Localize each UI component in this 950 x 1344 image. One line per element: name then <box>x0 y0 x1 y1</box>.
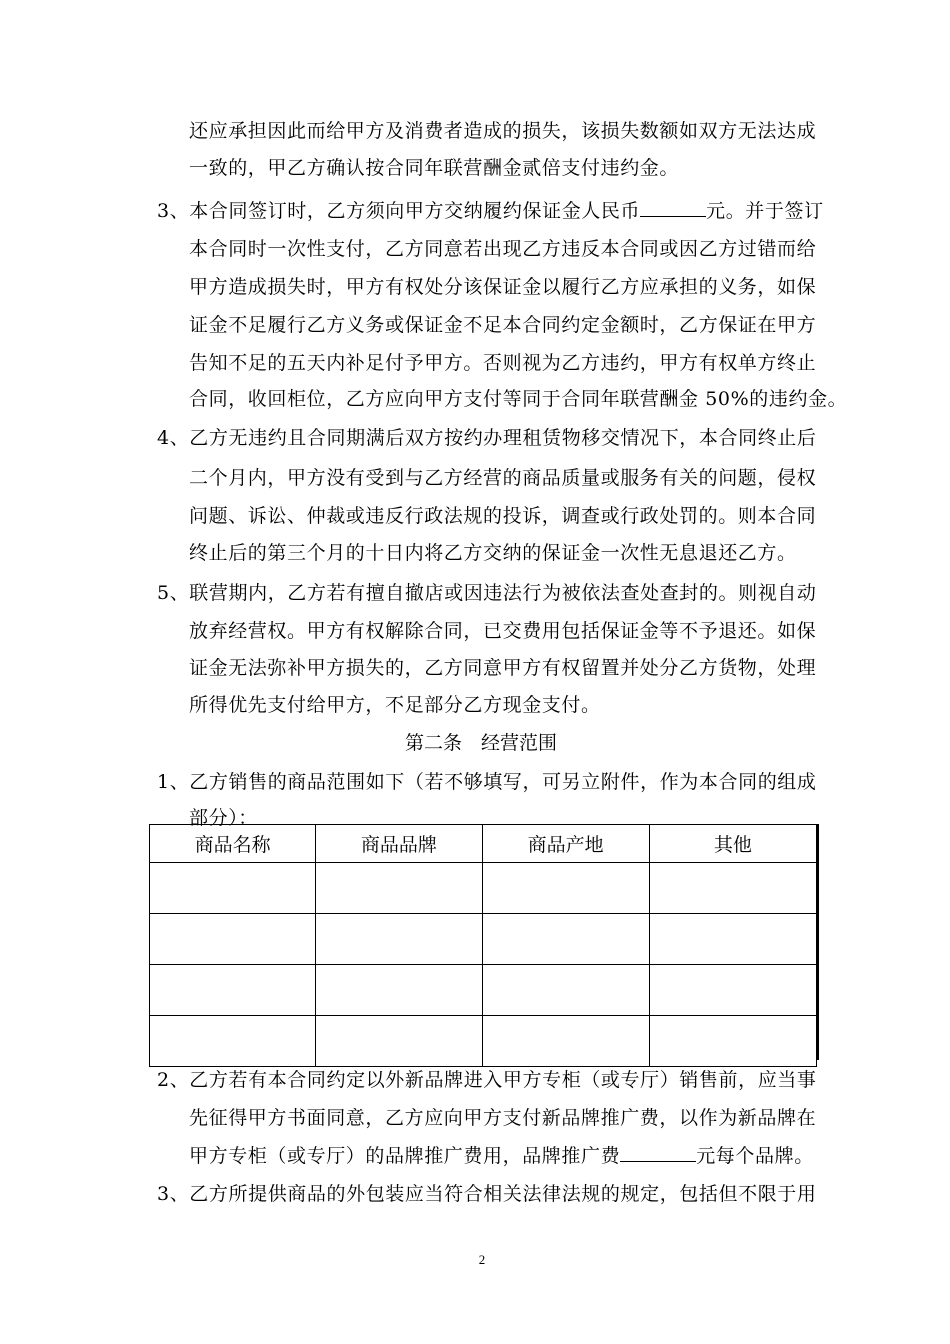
table-cell[interactable] <box>150 1016 316 1067</box>
paragraph-line: 问题、诉讼、仲裁或违反行政法规的投诉，调查或行政处罚的。则本合同 <box>189 505 817 527</box>
paragraph-line: 证金无法弥补甲方损失的，乙方同意甲方有权留置并处分乙方货物，处理 <box>189 657 817 679</box>
table-cell[interactable] <box>649 965 816 1016</box>
paragraph-line: 合同，收回柜位，乙方应向甲方支付等同于合同年联营酬金 50%的违约金。 <box>189 388 848 410</box>
header-product-brand: 商品品牌 <box>316 825 482 863</box>
table-cell[interactable] <box>316 1016 482 1067</box>
table-row <box>150 914 817 965</box>
paragraph-line: 所得优先支付给甲方，不足部分乙方现金支付。 <box>189 694 601 716</box>
deposit-amount-blank <box>640 198 706 217</box>
table-cell[interactable] <box>482 965 649 1016</box>
paragraph-line: 证金不足履行乙方义务或保证金不足本合同约定金额时，乙方保证在甲方 <box>189 314 817 336</box>
section-title: 第二条 经营范围 <box>405 732 558 754</box>
table-cell[interactable] <box>649 914 816 965</box>
paragraph-line: 部分）： <box>189 807 258 829</box>
scope-clause-2-line-1: 2、乙方若有本合同约定以外新品牌进入甲方专柜（或专厅）销售前，应当事 <box>157 1069 817 1091</box>
header-other: 其他 <box>649 825 816 863</box>
clause-3-text: 3、本合同签订时，乙方须向甲方交纳履约保证金人民币 <box>157 200 641 222</box>
table-cell[interactable] <box>150 965 316 1016</box>
header-product-origin: 商品产地 <box>482 825 649 863</box>
paragraph-line: 终止后的第三个月的十日内将乙方交纳的保证金一次性无息退还乙方。 <box>189 542 797 564</box>
goods-table <box>149 824 817 1067</box>
scope-clause-1-line-1: 1、乙方销售的商品范围如下（若不够填写，可另立附件，作为本合同的组成 <box>157 771 817 793</box>
table-cell[interactable] <box>150 863 316 914</box>
table-right-border <box>817 824 819 1060</box>
table-cell[interactable] <box>316 863 482 914</box>
table-cell[interactable] <box>316 965 482 1016</box>
table-row <box>150 965 817 1016</box>
header-product-name: 商品名称 <box>150 825 316 863</box>
table-cell[interactable] <box>649 1016 816 1067</box>
table-row <box>150 863 817 914</box>
clause-4-line-1: 4、乙方无违约且合同期满后双方按约办理租赁物移交情况下，本合同终止后 <box>157 427 817 449</box>
clause-text: 甲方专柜（或专厅）的品牌推广费用，品牌推广费 <box>189 1145 621 1167</box>
table-cell[interactable] <box>649 863 816 914</box>
table-row <box>150 1016 817 1067</box>
table-cell[interactable] <box>482 1016 649 1067</box>
promotion-fee-blank <box>620 1143 696 1162</box>
paragraph-line: 放弃经营权。甲方有权解除合同，已交费用包括保证金等不予退还。如保 <box>189 620 817 642</box>
scope-clause-3-line-1: 3、乙方所提供商品的外包装应当符合相关法律法规的规定，包括但不限于用 <box>157 1183 817 1205</box>
paragraph-line: 甲方造成损失时，甲方有权处分该保证金以履行乙方应承担的义务，如保 <box>189 276 817 298</box>
paragraph-line: 一致的，甲乙方确认按合同年联营酬金贰倍支付违约金。 <box>189 157 680 179</box>
paragraph-line: 还应承担因此而给甲方及消费者造成的损失，该损失数额如双方无法达成 <box>189 120 817 142</box>
table-cell[interactable] <box>316 914 482 965</box>
table-cell[interactable] <box>150 914 316 965</box>
clause-5-line-1: 5、联营期内，乙方若有擅自撤店或因违法行为被依法查处查封的。则视自动 <box>157 582 817 604</box>
table-cell[interactable] <box>482 863 649 914</box>
paragraph-line: 二个月内，甲方没有受到与乙方经营的商品质量或服务有关的问题，侵权 <box>189 467 817 489</box>
clause-3-line-1 <box>157 198 824 222</box>
table-header-row <box>150 825 817 863</box>
page-number: 2 <box>478 1252 486 1267</box>
paragraph-line: 告知不足的五天内补足付予甲方。否则视为乙方违约，甲方有权单方终止 <box>189 352 817 374</box>
clause-text-cont: 元每个品牌。 <box>696 1145 814 1167</box>
paragraph-line: 先征得甲方书面同意，乙方应向甲方支付新品牌推广费，以作为新品牌在 <box>189 1107 817 1129</box>
table-cell[interactable] <box>482 914 649 965</box>
clause-3-text-cont: 元。并于签订 <box>706 200 824 222</box>
scope-clause-2-line-3 <box>189 1143 814 1167</box>
paragraph-line: 本合同时一次性支付，乙方同意若出现乙方违反本合同或因乙方过错而给 <box>189 238 817 260</box>
